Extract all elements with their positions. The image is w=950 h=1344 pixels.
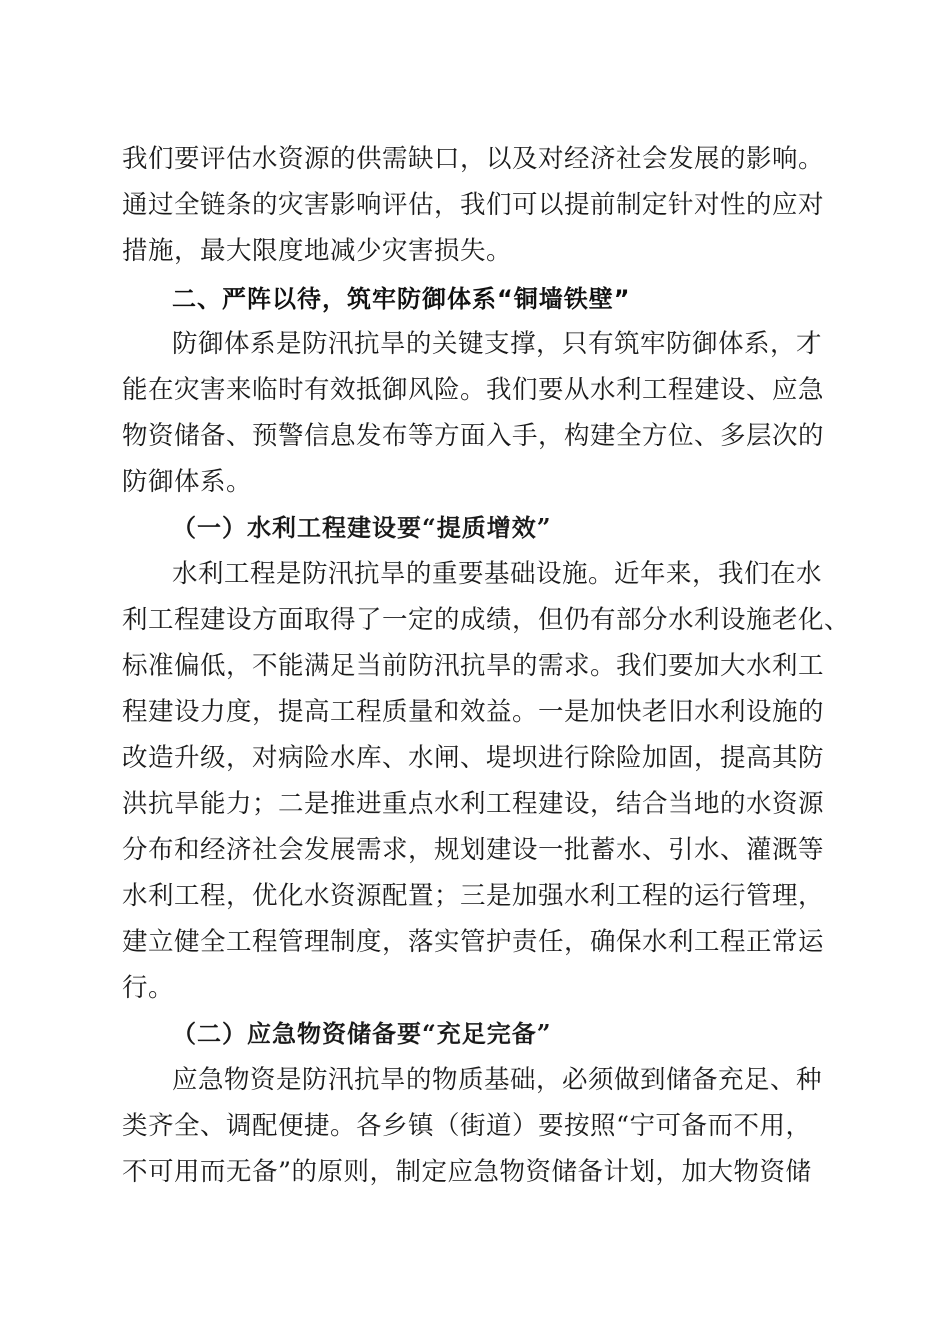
subsection-heading: （二）应急物资储备要“充足完备”: [172, 1019, 552, 1048]
paragraph-line: 利工程建设方面取得了一定的成绩，但仍有部分水利设施老化、: [122, 605, 851, 635]
paragraph-line: 防御体系是防汛抗旱的关键支撑，只有筑牢防御体系，才: [172, 329, 823, 359]
paragraph-line: 洪抗旱能力；二是推进重点水利工程建设，结合当地的水资源: [122, 789, 825, 819]
paragraph-line: 应急物资是防汛抗旱的物质基础，必须做到储备充足、种: [172, 1065, 823, 1095]
paragraph-line: 水利工程是防汛抗旱的重要基础设施。近年来，我们在水: [172, 559, 823, 589]
paragraph-line: 通过全链条的灾害影响评估，我们可以提前制定针对性的应对: [122, 190, 825, 220]
paragraph-line: 标准偏低，不能满足当前防汛抗旱的需求。我们要加大水利工: [122, 651, 825, 681]
paragraph-line: 能在灾害来临时有效抵御风险。我们要从水利工程建设、应急: [122, 375, 825, 405]
section-heading: 二、严阵以待，筑牢防御体系“铜墙铁壁”: [172, 285, 631, 313]
paragraph-line: 程建设力度，提高工程质量和效益。一是加快老旧水利设施的: [122, 697, 825, 727]
paragraph-line: 类齐全、调配便捷。各乡镇（街道）要按照“宁可备而不用，: [122, 1111, 812, 1141]
paragraph-line: 建立健全工程管理制度，落实管护责任，确保水利工程正常运: [122, 927, 825, 957]
subsection-heading: （一）水利工程建设要“提质增效”: [172, 513, 552, 542]
paragraph-line: 措施，最大限度地减少灾害损失。: [122, 236, 513, 266]
paragraph-line: 改造升级，对病险水库、水闸、堤坝进行除险加固，提高其防: [122, 743, 825, 773]
paragraph-line: 水利工程，优化水资源配置；三是加强水利工程的运行管理，: [122, 881, 825, 911]
paragraph-line: 不可用而无备”的原则，制定应急物资储备计划，加大物资储: [122, 1157, 812, 1187]
paragraph-line: 分布和经济社会发展需求，规划建设一批蓄水、引水、灌溉等: [122, 835, 825, 865]
paragraph-line: 物资储备、预警信息发布等方面入手，构建全方位、多层次的: [122, 421, 825, 451]
paragraph-line: 行。: [122, 973, 175, 1003]
paragraph-line: 我们要评估水资源的供需缺口，以及对经济社会发展的影响。: [122, 144, 825, 174]
paragraph-line: 防御体系。: [122, 467, 253, 497]
